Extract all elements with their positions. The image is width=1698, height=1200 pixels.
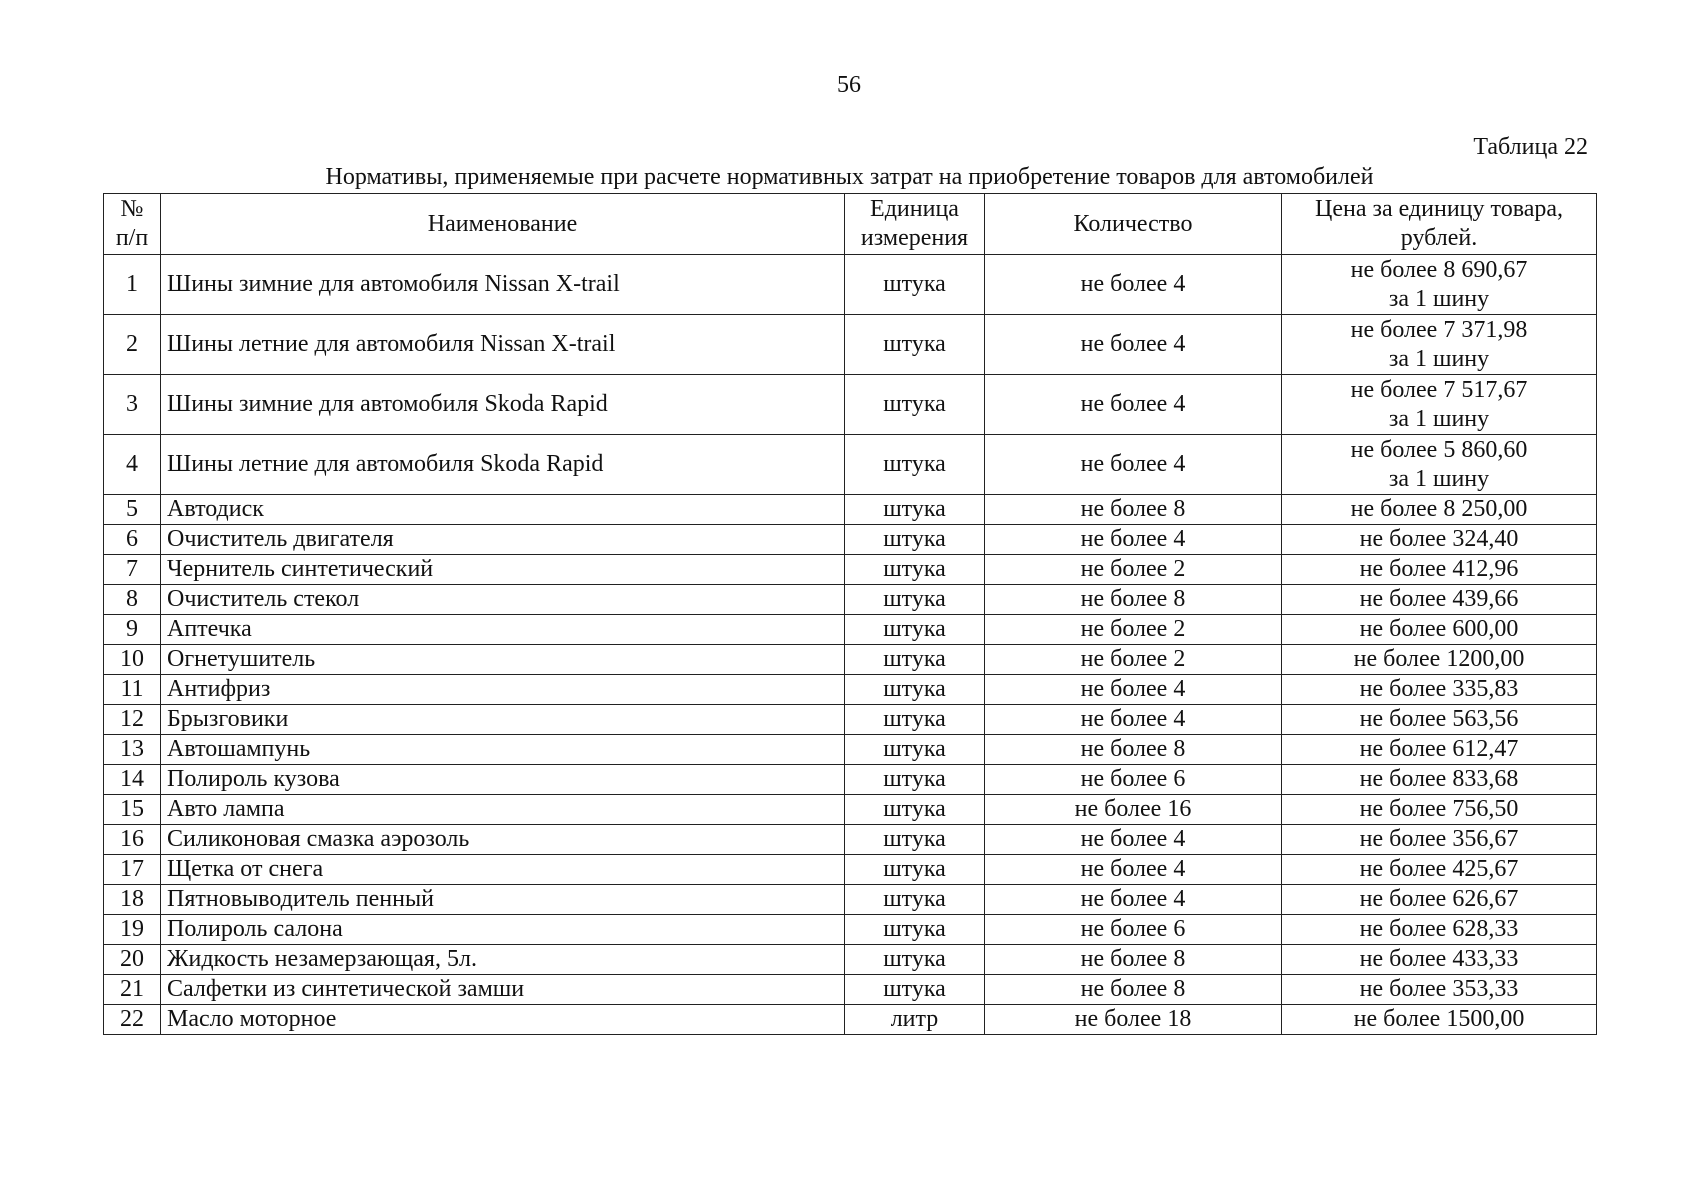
row-price: [1282, 975, 1597, 1005]
table-body: [104, 255, 1597, 1035]
table-row: [104, 615, 1597, 645]
row-name: Аптечка: [161, 615, 845, 645]
row-price-value: не более 833,68: [1359, 766, 1519, 792]
row-number: 16: [104, 825, 161, 855]
row-unit: штука: [845, 555, 985, 585]
table-row: [104, 585, 1597, 615]
row-price-note: за 1 шину: [1388, 345, 1490, 372]
row-quantity: не более 4: [985, 675, 1282, 705]
row-quantity: не более 4: [985, 255, 1282, 315]
table-row: [104, 675, 1597, 705]
row-name: Масло моторное: [161, 1005, 845, 1035]
table-row: [104, 255, 1597, 315]
row-unit: штука: [845, 585, 985, 615]
row-unit: штука: [845, 525, 985, 555]
table-label: Таблица 22: [1473, 134, 1588, 160]
row-number: 17: [104, 855, 161, 885]
row-number: 14: [104, 765, 161, 795]
row-price-value: не более 5 860,60: [1350, 436, 1528, 463]
row-price-value: не более 8 250,00: [1350, 496, 1528, 522]
row-number: 12: [104, 705, 161, 735]
table-row: [104, 555, 1597, 585]
row-price: [1282, 675, 1597, 705]
row-price-value: не более 1500,00: [1353, 1006, 1525, 1032]
row-price-note: за 1 шину: [1388, 405, 1490, 432]
row-quantity: не более 4: [985, 705, 1282, 735]
row-name: Щетка от снега: [161, 855, 845, 885]
row-name: Шины зимние для автомобиля Skoda Rapid: [161, 375, 845, 435]
row-number: 19: [104, 915, 161, 945]
row-price-value: не более 335,83: [1359, 676, 1519, 702]
row-quantity: не более 4: [985, 315, 1282, 375]
header-unit-line1: Единица: [870, 196, 959, 222]
table-row: [104, 915, 1597, 945]
row-name: Антифриз: [161, 675, 845, 705]
row-unit: штука: [845, 645, 985, 675]
table-row: [104, 435, 1597, 495]
header-num-line1: №: [120, 196, 144, 222]
header-price-line1: Цена за единицу товара,: [1314, 196, 1564, 222]
table-row: [104, 885, 1597, 915]
row-price-value: не более 324,40: [1359, 526, 1519, 552]
row-name: Полироль салона: [161, 915, 845, 945]
row-price-value: не более 626,67: [1359, 886, 1519, 912]
table-row: [104, 855, 1597, 885]
header-unit: [845, 194, 985, 255]
header-qty: Количество: [985, 194, 1282, 255]
row-price: [1282, 735, 1597, 765]
row-quantity: не более 8: [985, 735, 1282, 765]
table-row: [104, 1005, 1597, 1035]
row-quantity: не более 8: [985, 495, 1282, 525]
row-price: [1282, 555, 1597, 585]
row-number: 11: [104, 675, 161, 705]
row-price-note: за 1 шину: [1388, 465, 1490, 492]
row-name: Жидкость незамерзающая, 5л.: [161, 945, 845, 975]
row-unit: штука: [845, 675, 985, 705]
row-name: Силиконовая смазка аэрозоль: [161, 825, 845, 855]
table-row: [104, 945, 1597, 975]
table-row: [104, 645, 1597, 675]
row-price: [1282, 825, 1597, 855]
row-price: [1282, 945, 1597, 975]
row-price-value: не более 600,00: [1359, 616, 1519, 642]
table-row: [104, 795, 1597, 825]
row-unit: штука: [845, 915, 985, 945]
header-name: Наименование: [161, 194, 845, 255]
row-price: [1282, 525, 1597, 555]
row-quantity: не более 4: [985, 435, 1282, 495]
row-price: [1282, 255, 1597, 315]
row-unit: литр: [845, 1005, 985, 1035]
row-price: [1282, 915, 1597, 945]
header-price: [1282, 194, 1597, 255]
row-number: 13: [104, 735, 161, 765]
row-quantity: не более 6: [985, 915, 1282, 945]
row-price-value: не более 612,47: [1359, 736, 1519, 762]
row-quantity: не более 16: [985, 795, 1282, 825]
row-price-value: не более 8 690,67: [1350, 256, 1528, 283]
row-quantity: не более 8: [985, 585, 1282, 615]
header-num-line2: п/п: [115, 225, 149, 251]
header-num: [104, 194, 161, 255]
row-price-value: не более 7 371,98: [1350, 316, 1528, 343]
row-quantity: не более 4: [985, 525, 1282, 555]
row-quantity: не более 4: [985, 855, 1282, 885]
row-name: Чернитель синтетический: [161, 555, 845, 585]
row-price-value: не более 353,33: [1359, 976, 1519, 1002]
header-unit-line2: измерения: [860, 225, 969, 251]
row-price: [1282, 1005, 1597, 1035]
table-header-row: [104, 194, 1597, 255]
row-number: 2: [104, 315, 161, 375]
row-number: 15: [104, 795, 161, 825]
row-quantity: не более 8: [985, 945, 1282, 975]
row-price-note: за 1 шину: [1388, 285, 1490, 312]
row-price-value: не более 425,67: [1359, 856, 1519, 882]
row-quantity: не более 18: [985, 1005, 1282, 1035]
row-unit: штука: [845, 975, 985, 1005]
row-unit: штука: [845, 885, 985, 915]
table-row: [104, 495, 1597, 525]
row-name: Огнетушитель: [161, 645, 845, 675]
row-unit: штука: [845, 795, 985, 825]
row-price-value: не более 1200,00: [1353, 646, 1525, 672]
row-name: Очиститель стекол: [161, 585, 845, 615]
row-name: Шины летние для автомобиля Skoda Rapid: [161, 435, 845, 495]
table-row: [104, 375, 1597, 435]
row-price-value: не более 412,96: [1359, 556, 1519, 582]
page-number: 56: [837, 72, 861, 98]
row-number: 21: [104, 975, 161, 1005]
row-unit: штука: [845, 495, 985, 525]
row-name: Пятновыводитель пенный: [161, 885, 845, 915]
row-number: 18: [104, 885, 161, 915]
row-unit: штука: [845, 315, 985, 375]
row-unit: штука: [845, 435, 985, 495]
row-price-value: не более 756,50: [1359, 796, 1519, 822]
row-number: 8: [104, 585, 161, 615]
row-quantity: не более 2: [985, 615, 1282, 645]
row-price: [1282, 855, 1597, 885]
row-price: [1282, 795, 1597, 825]
row-price: [1282, 585, 1597, 615]
row-number: 5: [104, 495, 161, 525]
norms-table: [103, 193, 1597, 1035]
row-number: 7: [104, 555, 161, 585]
row-name: Авто лампа: [161, 795, 845, 825]
row-number: 6: [104, 525, 161, 555]
row-unit: штука: [845, 705, 985, 735]
row-quantity: не более 4: [985, 825, 1282, 855]
table-row: [104, 825, 1597, 855]
row-number: 3: [104, 375, 161, 435]
row-quantity: не более 8: [985, 975, 1282, 1005]
table-row: [104, 735, 1597, 765]
row-price-value: не более 7 517,67: [1350, 376, 1528, 403]
row-price-value: не более 439,66: [1359, 586, 1519, 612]
row-price: [1282, 765, 1597, 795]
row-name: Очиститель двигателя: [161, 525, 845, 555]
row-price-value: не более 563,56: [1359, 706, 1519, 732]
row-price-value: не более 433,33: [1359, 946, 1519, 972]
row-unit: штука: [845, 255, 985, 315]
header-price-line2: рублей.: [1400, 225, 1478, 251]
row-quantity: не более 4: [985, 885, 1282, 915]
row-number: 22: [104, 1005, 161, 1035]
row-price-value: не более 628,33: [1359, 916, 1519, 942]
row-price: [1282, 885, 1597, 915]
row-quantity: не более 4: [985, 375, 1282, 435]
row-price: [1282, 705, 1597, 735]
row-quantity: не более 2: [985, 555, 1282, 585]
row-number: 1: [104, 255, 161, 315]
row-unit: штука: [845, 735, 985, 765]
table-title: Нормативы, применяемые при расчете нормативных затрат на приобретение товаров для автомобилей: [325, 164, 1374, 190]
table-row: [104, 975, 1597, 1005]
row-unit: штука: [845, 375, 985, 435]
row-quantity: не более 6: [985, 765, 1282, 795]
row-unit: штука: [845, 945, 985, 975]
row-price-value: не более 356,67: [1359, 826, 1519, 852]
row-number: 9: [104, 615, 161, 645]
row-name: Салфетки из синтетической замши: [161, 975, 845, 1005]
table-row: [104, 765, 1597, 795]
row-unit: штука: [845, 615, 985, 645]
row-name: Шины зимние для автомобиля Nissan X-trail: [161, 255, 845, 315]
table-row: [104, 525, 1597, 555]
row-price: [1282, 615, 1597, 645]
row-name: Шины летние для автомобиля Nissan X-trail: [161, 315, 845, 375]
row-number: 10: [104, 645, 161, 675]
table-row: [104, 705, 1597, 735]
row-price: [1282, 315, 1597, 375]
row-price: [1282, 645, 1597, 675]
row-quantity: не более 2: [985, 645, 1282, 675]
row-price: [1282, 495, 1597, 525]
row-unit: штука: [845, 765, 985, 795]
row-name: Автошампунь: [161, 735, 845, 765]
row-unit: штука: [845, 825, 985, 855]
row-price: [1282, 435, 1597, 495]
row-name: Автодиск: [161, 495, 845, 525]
row-unit: штука: [845, 855, 985, 885]
row-name: Брызговики: [161, 705, 845, 735]
row-price: [1282, 375, 1597, 435]
table-row: [104, 315, 1597, 375]
row-number: 4: [104, 435, 161, 495]
row-name: Полироль кузова: [161, 765, 845, 795]
row-number: 20: [104, 945, 161, 975]
